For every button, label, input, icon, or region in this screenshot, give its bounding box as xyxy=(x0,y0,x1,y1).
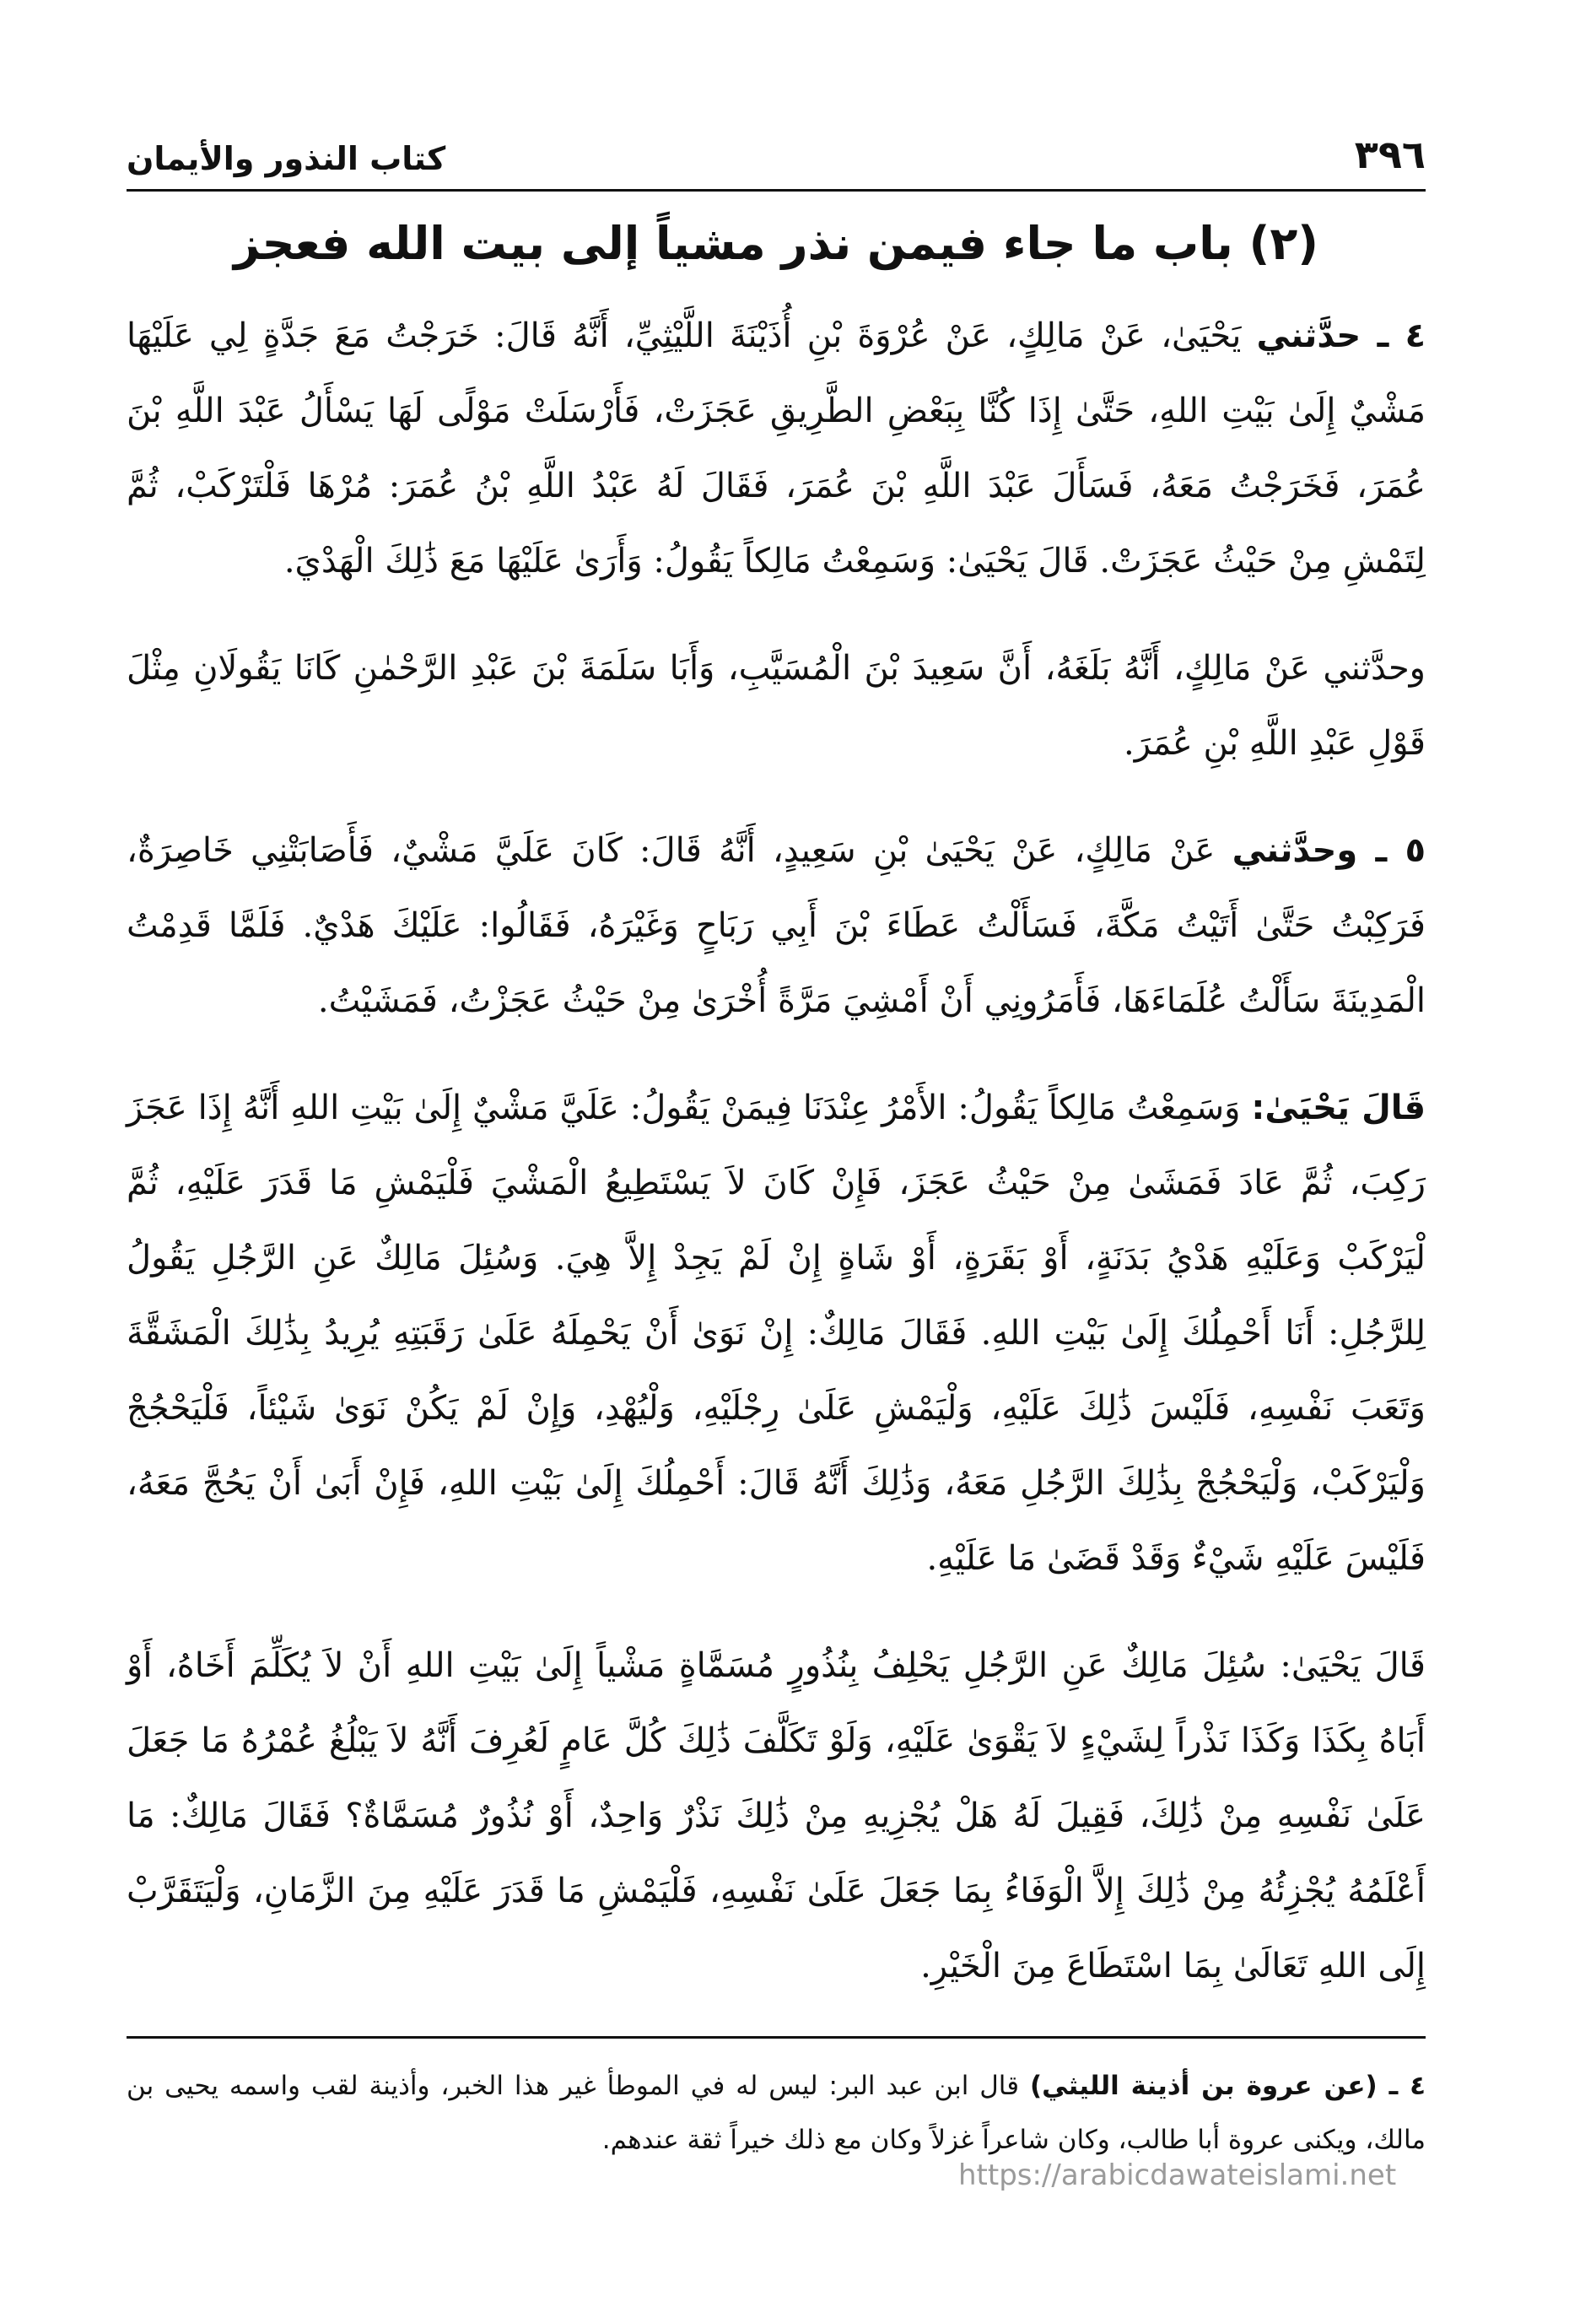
paragraph-text: عَنْ مَالِكٍ، عَنْ يَحْيَىٰ بْنِ سَعِيدٍ، أَنَّهُ قَالَ: كَانَ عَلَيَّ مَشْيٌ، فَأَصَابَتْنِي خَاصِرَةٌ، فَرَكِبْتُ حَتَّىٰ أَتَيْتُ مَكَّةَ، فَسَأَلْتُ عَطَاءَ بْنَ أَبِي رَبَاحٍ وَغَيْرَهُ، فَقَالُوا: عَلَيْكَ هَدْيٌ. فَلَمَّا قَدِمْتُ الْمَدِينَةَ سَأَلْتُ عُلَمَاءَهَا، فَأَمَرُونِي أَنْ أَمْشِيَ مَرَّةً أُخْرَىٰ مِنْ حَيْثُ عَجَزْتُ، فَمَشَيْتُ. xyxy=(127,831,1426,1020)
commentary-paragraph xyxy=(127,1629,1426,2004)
book-page xyxy=(127,110,1426,2167)
paragraph-text: قَالَ يَحْيَىٰ: سُئِلَ مَالِكٌ عَنِ الرَّجُلِ يَحْلِفُ بِنُذُورٍ مُسَمَّاةٍ مَشْياً إِلَىٰ بَيْتِ اللهِ أَنْ لاَ يُكَلِّمَ أَخَاهُ، أَوْ أَبَاهُ بِكَذَا وَكَذَا نَذْراً لِشَيْءٍ لاَ يَقْوَىٰ عَلَيْهِ، وَلَوْ تَكَلَّفَ ذَٰلِكَ كُلَّ عَامٍ لَعُرِفَ أَنَّهُ لاَ يَبْلُغُ عُمْرُهُ مَا جَعَلَ عَلَىٰ نَفْسِهِ مِنْ ذَٰلِكَ، فَقِيلَ لَهُ هَلْ يُجْزِيهِ مِنْ ذَٰلِكَ نَذْرٌ وَاحِدٌ، أَوْ نُذُورٌ مُسَمَّاةٌ؟ فَقَالَ مَالِكٌ: مَا أَعْلَمُهُ يُجْزِئُهُ مِنْ ذَٰلِكَ إِلاَّ الْوَفَاءُ بِمَا جَعَلَ عَلَىٰ نَفْسِهِ، فَلْيَمْشِ مَا قَدَرَ عَلَيْهِ مِنَ الزَّمَانِ، وَلْيَتَقَرَّبْ إِلَى اللهِ تَعَالَىٰ بِمَا اسْتَطَاعَ مِنَ الْخَيْرِ. xyxy=(127,1646,1426,1985)
footnote-text: قال ابن عبد البر: ليس له في الموطأ غير هذا الخبر، وأذينة لقب واسمه يحيى بن مالك، ويكنى عروة أبا طالب، وكان شاعراً غزلاً وكان مع ذلك خيراً ثقة عندهم. xyxy=(127,2071,1426,2155)
commentary-paragraph xyxy=(127,1071,1426,1596)
page-number: ٣٩٦ xyxy=(1354,132,1426,177)
footnote-rule xyxy=(127,2036,1426,2039)
hadith-paragraph xyxy=(127,813,1426,1039)
watermark-url: https://arabicdawateislami.net xyxy=(958,2158,1397,2192)
book-title: كتاب النذور والأيمان xyxy=(127,140,446,177)
paragraph-lead: ٥ ـ وحدَّثني xyxy=(1232,831,1426,870)
hadith-paragraph xyxy=(127,631,1426,781)
hadith-paragraph xyxy=(127,299,1426,599)
chapter-title: (٢) باب ما جاء فيمن نذر مشياً إلى بيت الله فعجز xyxy=(234,217,1318,270)
paragraph-lead: ٤ ـ حدَّثني xyxy=(1256,316,1426,355)
running-head xyxy=(127,110,1426,177)
footnote xyxy=(127,2059,1426,2167)
header-rule xyxy=(127,189,1426,192)
paragraph-text: يَحْيَىٰ، عَنْ مَالِكٍ، عَنْ عُرْوَةَ بْنِ أُذَيْنَةَ اللَّيْثِيِّ، أَنَّهُ قَالَ: خَرَجْتُ مَعَ جَدَّةٍ لِي عَلَيْهَا مَشْيٌ إِلَىٰ بَيْتِ اللهِ، حَتَّىٰ إِذَا كُنَّا بِبَعْضِ الطَّرِيقِ عَجَزَتْ، فَأَرْسَلَتْ مَوْلًى لَهَا يَسْأَلُ عَبْدَ اللَّهِ بْنَ عُمَرَ، فَخَرَجْتُ مَعَهُ، فَسَأَلَ عَبْدَ اللَّهِ بْنَ عُمَرَ، فَقَالَ لَهُ عَبْدُ اللَّهِ بْنُ عُمَرَ: مُرْهَا فَلْتَرْكَبْ، ثُمَّ لِتَمْشِ مِنْ حَيْثُ عَجَزَتْ. قَالَ يَحْيَىٰ: وَسَمِعْتُ مَالِكاً يَقُولُ: وَأَرَىٰ عَلَيْهَا مَعَ ذَٰلِكَ الْهَدْيَ. xyxy=(127,316,1426,581)
footnote-lead: ٤ ـ (عن عروة بن أذينة الليثي) xyxy=(1030,2071,1426,2101)
paragraph-text: وحدَّثني عَنْ مَالِكٍ، أَنَّهُ بَلَغَهُ، أَنَّ سَعِيدَ بْنَ الْمُسَيَّبِ، وَأَبَا سَلَمَةَ بْنَ عَبْدِ الرَّحْمٰنِ كَانَا يَقُولَانِ مِثْلَ قَوْلِ عَبْدِ اللَّهِ بْنِ عُمَرَ. xyxy=(127,649,1426,763)
paragraph-text: وَسَمِعْتُ مَالِكاً يَقُولُ: الأَمْرُ عِنْدَنَا فِيمَنْ يَقُولُ: عَلَيَّ مَشْيٌ إِلَىٰ بَيْتِ اللهِ أَنَّهُ إِذَا عَجَزَ رَكِبَ، ثُمَّ عَادَ فَمَشَىٰ مِنْ حَيْثُ عَجَزَ، فَإِنْ كَانَ لاَ يَسْتَطِيعُ الْمَشْيَ فَلْيَمْشِ مَا قَدَرَ عَلَيْهِ، ثُمَّ لْيَرْكَبْ وَعَلَيْهِ هَدْيُ بَدَنَةٍ، أَوْ بَقَرَةٍ، أَوْ شَاةٍ إِنْ لَمْ يَجِدْ إِلاَّ هِيَ. وَسُئِلَ مَالِكٌ عَنِ الرَّجُلِ يَقُولُ لِلرَّجُلِ: أَنَا أَحْمِلُكَ إِلَىٰ بَيْتِ اللهِ. فَقَالَ مَالِكٌ: إِنْ نَوَىٰ أَنْ يَحْمِلَهُ عَلَىٰ رَقَبَتِهِ يُرِيدُ بِذَٰلِكَ الْمَشَقَّةَ وَتَعَبَ نَفْسِهِ، فَلَيْسَ ذَٰلِكَ عَلَيْهِ، وَلْيَمْشِ عَلَىٰ رِجْلَيْهِ، وَلْيُهْدِ، وَإِنْ لَمْ يَكُنْ نَوَىٰ شَيْئاً، فَلْيَحْجُجْ وَلْيَرْكَبْ، وَلْيَحْجُجْ بِذَٰلِكَ الرَّجُلِ مَعَهُ، وَذَٰلِكَ أَنَّهُ قَالَ: أَحْمِلُكَ إِلَىٰ بَيْتِ اللهِ، فَإِنْ أَبَىٰ أَنْ يَحُجَّ مَعَهُ، فَلَيْسَ عَلَيْهِ شَيْءٌ وَقَدْ قَضَىٰ مَا عَلَيْهِ. xyxy=(127,1089,1426,1578)
paragraph-lead: قَالَ يَحْيَىٰ: xyxy=(1251,1089,1426,1127)
